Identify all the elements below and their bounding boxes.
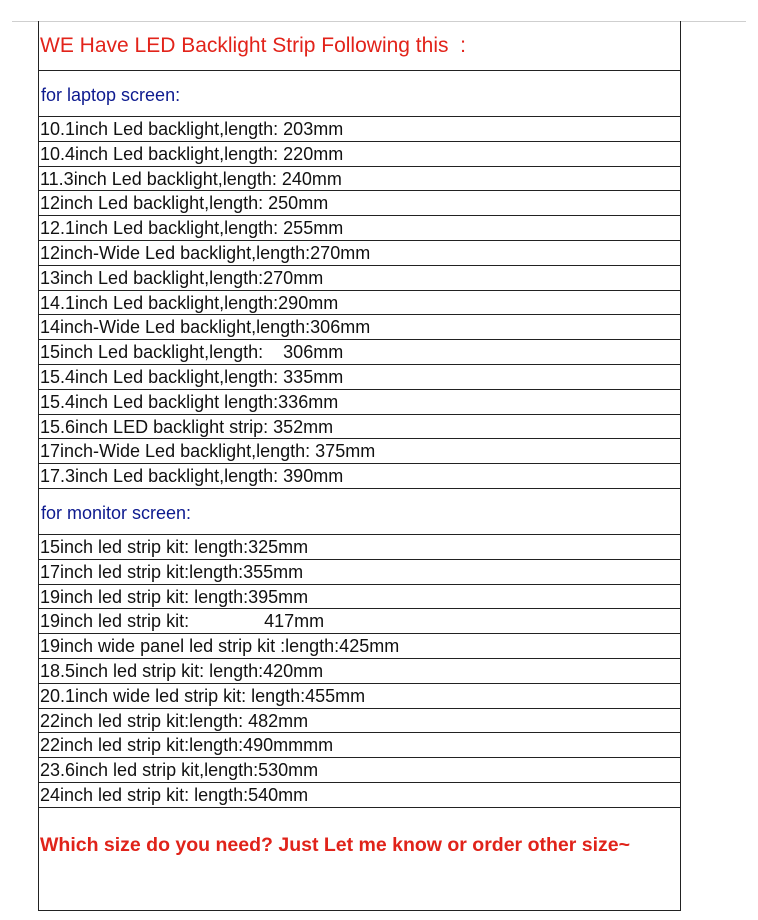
monitor-row: 18.5inch led strip kit: length:420mm	[39, 659, 680, 684]
monitor-row: 19inch led strip kit: 417mm	[39, 609, 680, 634]
laptop-row: 17inch-Wide Led backlight,length: 375mm	[39, 439, 680, 464]
laptop-row: 14inch-Wide Led backlight,length:306mm	[39, 315, 680, 340]
laptop-row: 12.1inch Led backlight,length: 255mm	[39, 216, 680, 241]
laptop-row: 17.3inch Led backlight,length: 390mm	[39, 464, 680, 489]
monitor-row: 19inch led strip kit: length:395mm	[39, 585, 680, 610]
monitor-row: 23.6inch led strip kit,length:530mm	[39, 758, 680, 783]
monitor-row: 22inch led strip kit:length:490mmmm	[39, 733, 680, 758]
laptop-row: 15inch Led backlight,length: 306mm	[39, 340, 680, 365]
monitor-row: 19inch wide panel led strip kit :length:425mm	[39, 634, 680, 659]
table-heading: WE Have LED Backlight Strip Following this :	[39, 21, 680, 71]
laptop-row: 14.1inch Led backlight,length:290mm	[39, 291, 680, 316]
laptop-row: 10.4inch Led backlight,length: 220mm	[39, 142, 680, 167]
backlight-size-table	[38, 21, 681, 911]
monitor-row: 17inch led strip kit:length:355mm	[39, 560, 680, 585]
monitor-row: 15inch led strip kit: length:325mm	[39, 535, 680, 560]
laptop-row: 12inch-Wide Led backlight,length:270mm	[39, 241, 680, 266]
monitor-row: 22inch led strip kit:length: 482mm	[39, 709, 680, 734]
monitor-section-label: for monitor screen:	[39, 489, 680, 535]
laptop-row: 10.1inch Led backlight,length: 203mm	[39, 117, 680, 142]
call-to-action-text: Which size do you need? Just Let me know or order other size~	[40, 834, 630, 856]
monitor-row: 20.1inch wide led strip kit: length:455mm	[39, 684, 680, 709]
laptop-section-label: for laptop screen:	[39, 71, 680, 117]
monitor-row: 24inch led strip kit: length:540mm	[39, 783, 680, 808]
laptop-row: 11.3inch Led backlight,length: 240mm	[39, 167, 680, 192]
laptop-row: 15.6inch LED backlight strip: 352mm	[39, 415, 680, 440]
laptop-row: 15.4inch Led backlight length:336mm	[39, 390, 680, 415]
laptop-row: 13inch Led backlight,length:270mm	[39, 266, 680, 291]
laptop-row: 15.4inch Led backlight,length: 335mm	[39, 365, 680, 390]
laptop-row: 12inch Led backlight,length: 250mm	[39, 191, 680, 216]
